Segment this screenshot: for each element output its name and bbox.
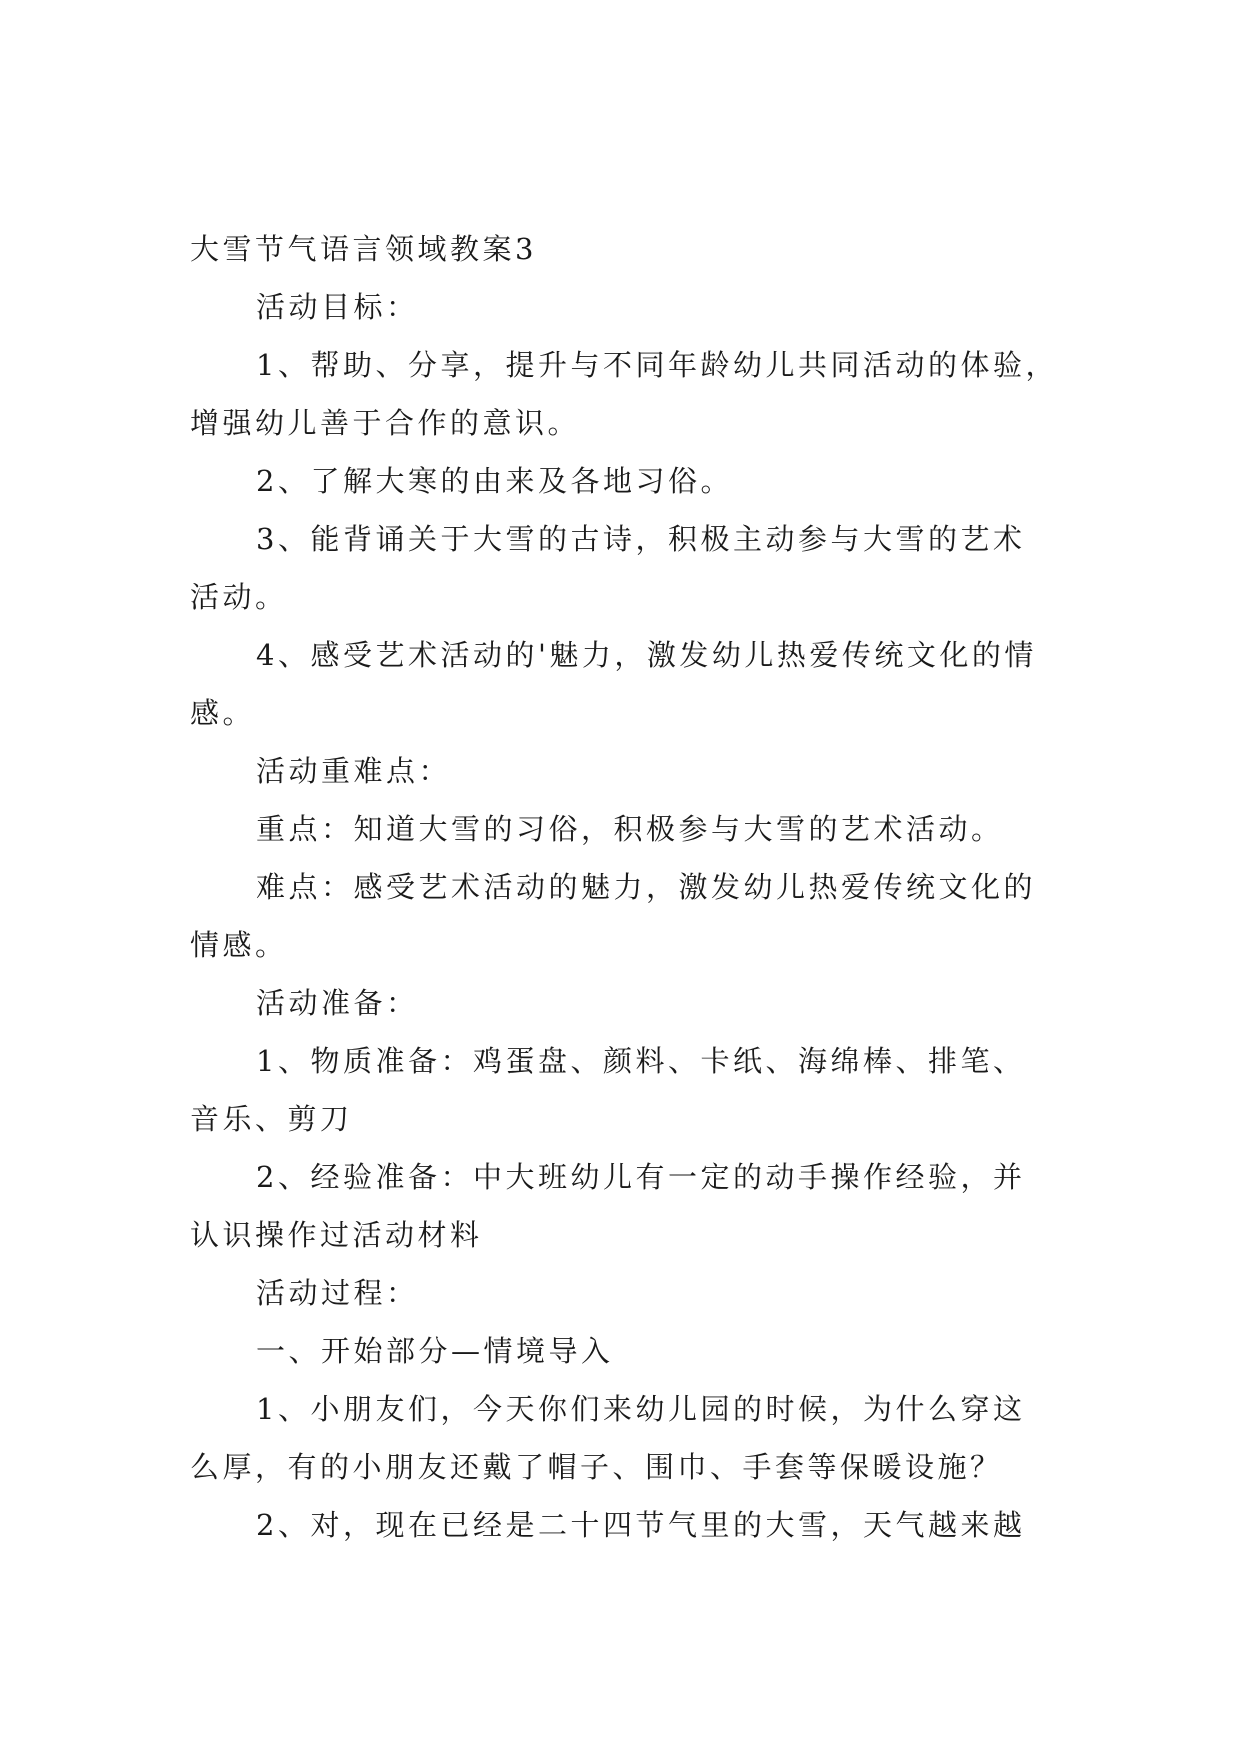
difficulty-line-1: 难点：感受艺术活动的魅力，激发幼儿热爱传统文化的 [256,870,1037,904]
goal-4-line-2: 感。 [190,696,256,730]
heading-activity-preparation: 活动准备： [256,986,419,1020]
goal-2: 2、了解大寒的由来及各地习俗。 [256,464,733,498]
goal-3-line-2: 活动。 [190,580,288,614]
process-step-1-line-1: 1、小朋友们，今天你们来幼儿园的时候，为什么穿这 [256,1392,1026,1426]
preparation-1-line-2: 音乐、剪刀 [190,1102,353,1136]
goal-1-line-1: 1、帮助、分享，提升与不同年龄幼儿共同活动的体验， [256,348,1058,382]
preparation-2-line-1: 2、经验准备：中大班幼儿有一定的动手操作经验，并 [256,1160,1026,1194]
document-body [190,220,1058,1554]
difficulty-line-2: 情感。 [190,928,288,962]
preparation-1-line-1: 1、物质准备：鸡蛋盘、颜料、卡纸、海绵棒、排笔、 [256,1044,1026,1078]
document-title: 大雪节气语言领域教案3 [190,232,537,266]
heading-activity-process: 活动过程： [256,1276,419,1310]
process-section-1: 一、开始部分—情境导入 [256,1334,614,1368]
goal-1-line-2: 增强幼儿善于合作的意识。 [190,406,581,440]
goal-3-line-1: 3、能背诵关于大雪的古诗，积极主动参与大雪的艺术 [256,522,1026,556]
process-step-1-line-2: 么厚，有的小朋友还戴了帽子、围巾、手套等保暖设施？ [190,1450,1003,1484]
heading-key-difficulties: 活动重难点： [256,754,452,788]
preparation-2-line-2: 认识操作过活动材料 [190,1218,483,1252]
heading-activity-goals: 活动目标： [256,290,419,324]
goal-4-line-1: 4、感受艺术活动的'魅力，激发幼儿热爱传统文化的情 [256,638,1037,672]
key-point: 重点：知道大雪的习俗，积极参与大雪的艺术活动。 [256,812,1004,846]
process-step-2-line-1: 2、对，现在已经是二十四节气里的大雪，天气越来越 [256,1508,1026,1542]
